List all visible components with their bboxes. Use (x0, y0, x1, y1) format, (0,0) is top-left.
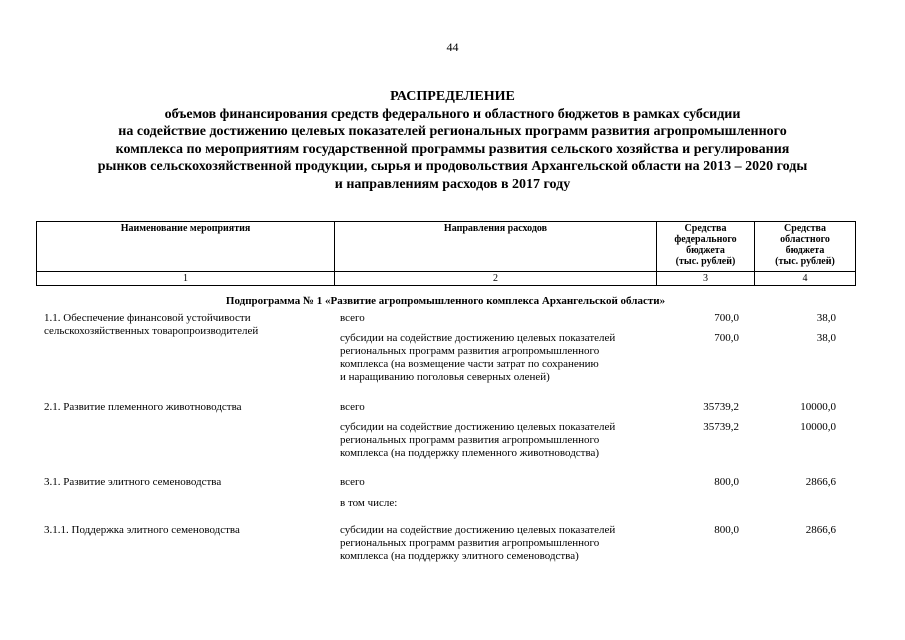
header-regional-line: Средства (784, 223, 826, 234)
row-name-line: сельскохозяйственных товаропроизводителей (44, 325, 259, 337)
row-federal-value: 35739,2 (703, 401, 739, 413)
title-line: и направлениям расходов в 2017 году (334, 176, 571, 192)
header-federal-line: Средства (684, 223, 727, 234)
row-federal-value: 35739,2 (703, 421, 739, 433)
row-direction-line: субсидии на содействие достижению целевых показателей (340, 332, 616, 344)
row-direction-line: комплекса (на возмещение части затрат по сохранению (340, 358, 599, 370)
row-name (44, 524, 334, 537)
row-federal-value: 700,0 (714, 332, 739, 344)
document-title (40, 88, 865, 193)
column-number: 3 (657, 272, 755, 286)
row-name-line: 3.1.1. Поддержка элитного семеноводства (44, 524, 240, 536)
header-regional (755, 222, 856, 272)
row-direction-line: и наращиванию поголовья северных оленей) (340, 371, 550, 383)
row-direction-line: региональных программ развития агропромышленного (340, 537, 600, 549)
header-name: Наименование мероприятия (37, 222, 335, 272)
row-direction (340, 524, 650, 563)
row-direction (340, 476, 650, 489)
row-name (44, 401, 334, 414)
row-direction-line: всего (340, 401, 365, 413)
subprogram-heading: Подпрограмма № 1 «Развитие агропромышленного комплекса Архангельской области» (225, 295, 666, 307)
row-regional-value: 38,0 (816, 332, 836, 344)
row-direction (340, 332, 650, 384)
title-line: на содействие достижению целевых показателей региональных программ развития агропромышленного (118, 124, 787, 139)
row-regional-value: 10000,0 (800, 401, 836, 413)
row-direction-line: всего (340, 476, 365, 488)
row-name (44, 312, 334, 338)
header-regional-line: (тыс. рублей) (775, 256, 835, 267)
row-direction (340, 421, 650, 460)
row-regional-value: 38,0 (816, 312, 836, 324)
row-regional-value: 2866,6 (805, 476, 836, 488)
row-direction-line: региональных программ развития агропромышленного (340, 434, 600, 446)
row-federal-value: 800,0 (714, 524, 739, 536)
header-regional-line: бюджета (785, 245, 825, 256)
row-direction (340, 497, 650, 510)
header-federal-line: бюджета (686, 245, 725, 256)
row-direction-line: региональных программ развития агропромышленного (340, 345, 600, 357)
title-line: комплекса по мероприятиям государственной программы развития сельского хозяйства и регулирования (115, 141, 790, 157)
row-direction-line: субсидии на содействие достижению целевых показателей (340, 524, 616, 536)
row-name-line: 1.1. Обеспечение финансовой устойчивости (44, 312, 251, 324)
column-number: 1 (37, 272, 335, 286)
row-name (44, 476, 334, 489)
row-federal-value: 700,0 (714, 312, 739, 324)
title-line: рынков сельскохозяйственной продукции, сырья и продовольствия Архангельской области на 2013 – 2020 годы (97, 159, 808, 174)
row-direction (340, 401, 650, 414)
row-regional-value: 10000,0 (800, 421, 836, 433)
row-direction-line: в том числе: (340, 497, 398, 509)
row-name-line: 3.1. Развитие элитного семеноводства (44, 476, 222, 488)
title-main: РАСПРЕДЕЛЕНИЕ (390, 89, 515, 104)
title-line: объемов финансирования средств федерального и областного бюджетов в рамках субсидии (164, 106, 741, 122)
row-direction-line: комплекса (на поддержку племенного животноводства) (340, 447, 600, 459)
row-direction-line: субсидии на содействие достижению целевых показателей (340, 421, 616, 433)
table-header (36, 221, 856, 286)
header-federal-line: (тыс. рублей) (675, 256, 736, 267)
row-direction-line: всего (340, 312, 365, 324)
row-regional-value: 2866,6 (805, 524, 836, 536)
row-federal-value: 800,0 (714, 476, 739, 488)
column-number: 4 (755, 272, 856, 286)
header-federal-line: федерального (674, 234, 737, 245)
row-direction (340, 312, 650, 325)
header-federal (657, 222, 755, 272)
row-name-line: 2.1. Развитие племенного животноводства (44, 401, 242, 413)
page-number: 44 (446, 40, 459, 54)
header-regional-line: областного (780, 234, 830, 245)
row-direction-line: комплекса (на поддержку элитного семеноводства) (340, 550, 579, 562)
column-number: 2 (335, 272, 657, 286)
header-direction: Направления расходов (335, 222, 657, 272)
